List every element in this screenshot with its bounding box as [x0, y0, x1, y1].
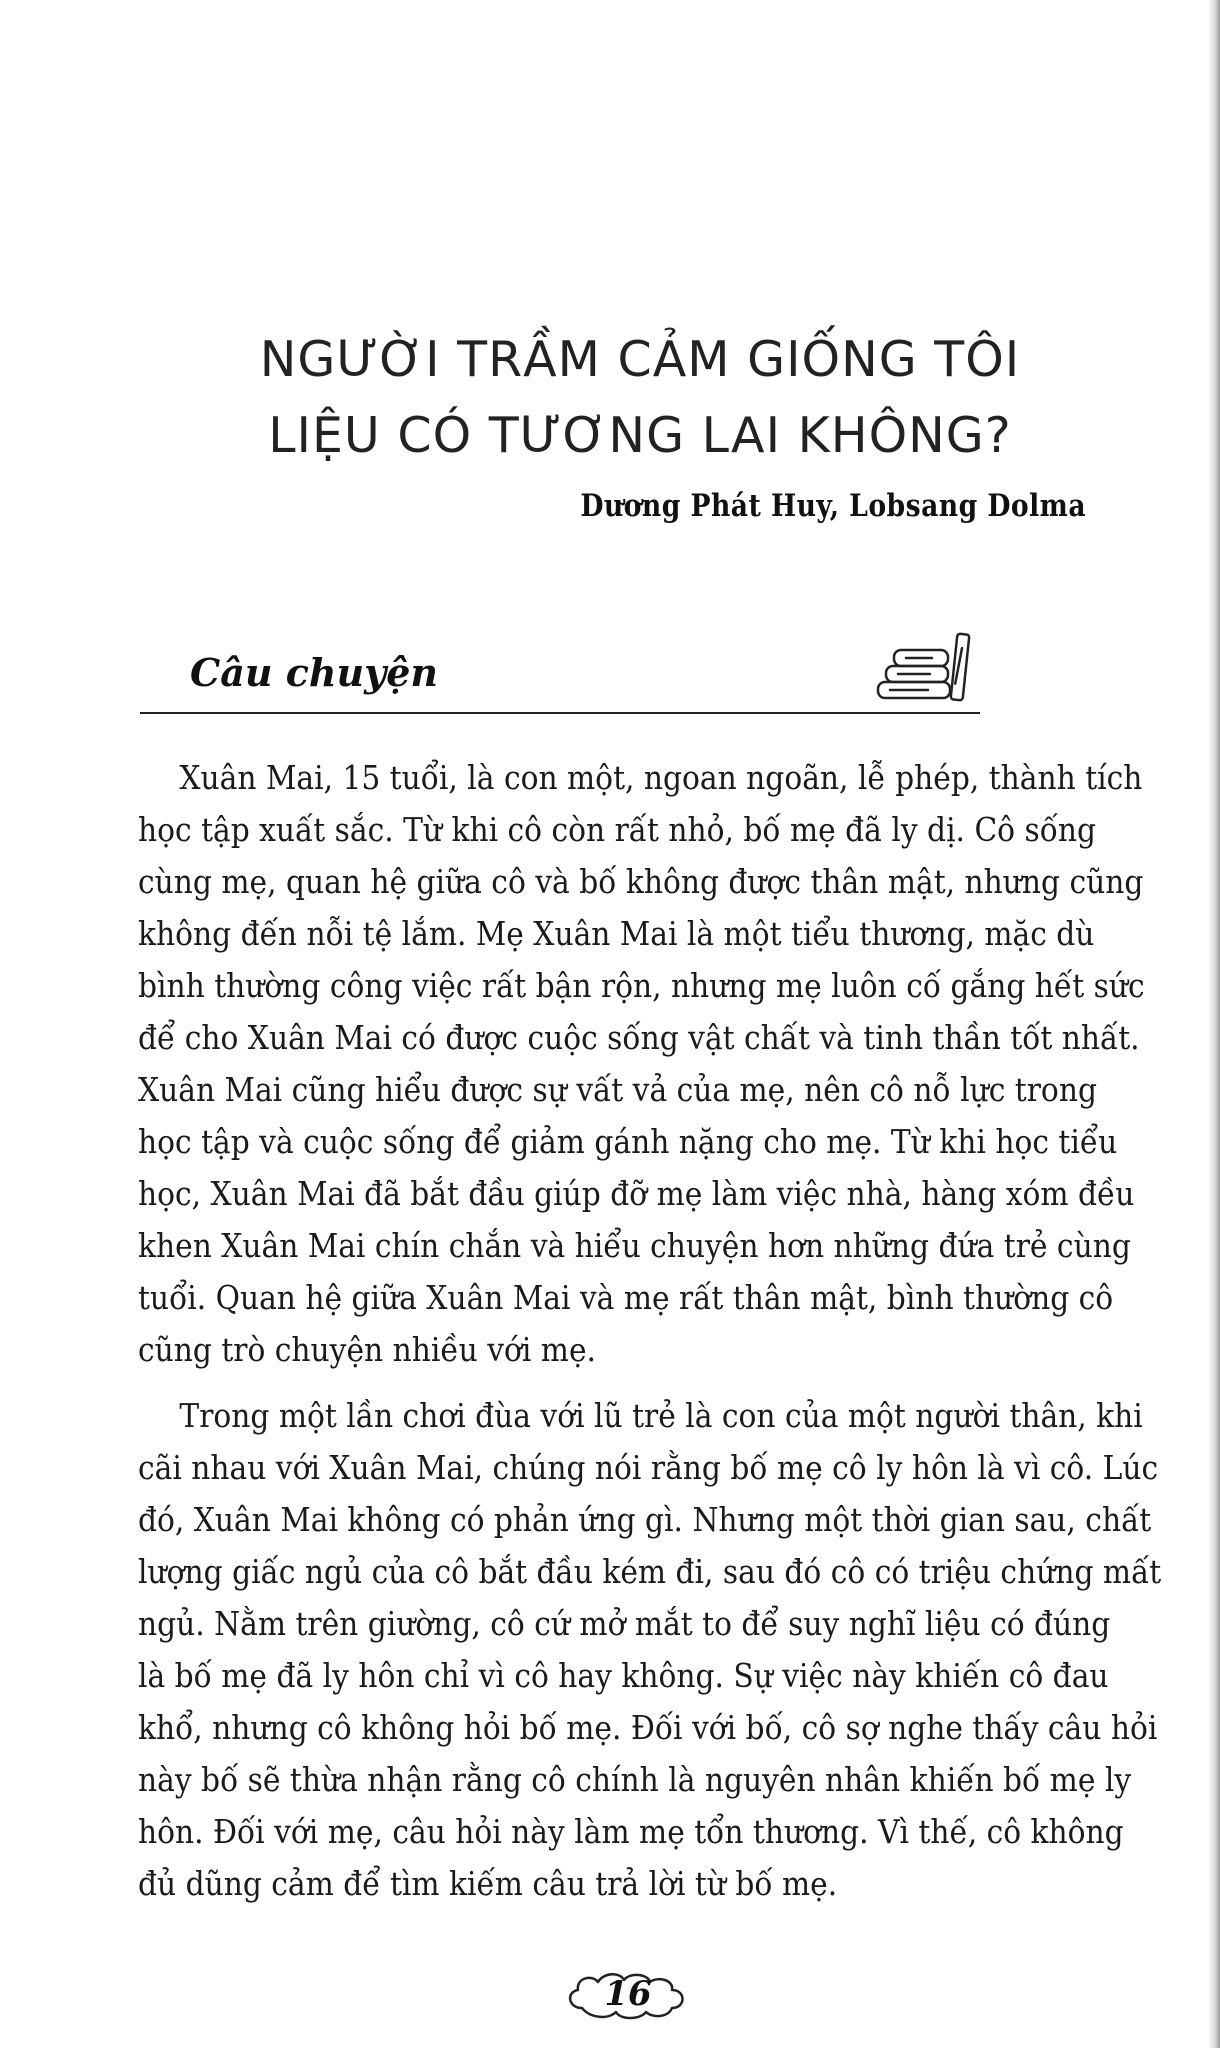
- chapter-title-line-2: LIỆU CÓ TƯƠNG LAI KHÔNG?: [268, 407, 1012, 464]
- text-line: là bố mẹ đã ly hôn chỉ vì cô hay không. Sự việc này khiến cô đau: [138, 1656, 1109, 1695]
- text-line: cãi nhau với Xuân Mai, chúng nói rằng bố mẹ cô ly hôn là vì cô. Lúc: [138, 1448, 1159, 1487]
- text-line: đó, Xuân Mai không có phản ứng gì. Nhưng một thời gian sau, chất: [138, 1500, 1152, 1539]
- text-line: ngủ. Nằm trên giường, cô cứ mở mắt to để suy nghĩ liệu có đúng: [138, 1604, 1111, 1643]
- chapter-title: [0, 322, 1220, 474]
- text-line: học, Xuân Mai đã bắt đầu giúp đỡ mẹ làm việc nhà, hàng xóm đều: [138, 1174, 1135, 1213]
- text-line: Xuân Mai cũng hiểu được sự vất vả của mẹ, nên cô nỗ lực trong: [138, 1070, 1097, 1109]
- text-line: học tập và cuộc sống để giảm gánh nặng cho mẹ. Từ khi học tiểu: [138, 1122, 1118, 1161]
- text-line: khổ, nhưng cô không hỏi bố mẹ. Đối với bố, cô sợ nghe thấy câu hỏi: [138, 1708, 1158, 1747]
- text-line: học tập xuất sắc. Từ khi cô còn rất nhỏ, bố mẹ đã ly dị. Cô sống: [138, 810, 1097, 849]
- paragraph-2: [138, 1390, 1162, 1910]
- text-line: đủ dũng cảm để tìm kiếm câu trả lời từ bố mẹ.: [138, 1864, 838, 1903]
- text-line: tuổi. Quan hệ giữa Xuân Mai và mẹ rất thân mật, bình thường cô: [138, 1278, 1114, 1317]
- books-icon: [870, 630, 980, 710]
- text-line: hôn. Đối với mẹ, câu hỏi này làm mẹ tổn thương. Vì thế, cô không: [138, 1812, 1124, 1851]
- text-line: Trong một lần chơi đùa với lũ trẻ là con của một người thân, khi: [179, 1396, 1143, 1435]
- page-number: [560, 1968, 696, 2022]
- section-header: [140, 630, 980, 714]
- text-line: để cho Xuân Mai có được cuộc sống vật chất và tinh thần tốt nhất.: [138, 1018, 1140, 1057]
- authors: Dương Phát Huy, Lobsang Dolma: [580, 488, 1086, 524]
- paragraph-1: [138, 752, 1145, 1376]
- text-line: cùng mẹ, quan hệ giữa cô và bố không được thân mật, nhưng cũng: [138, 862, 1144, 901]
- story-text: [138, 752, 1162, 1924]
- text-line: Xuân Mai, 15 tuổi, là con một, ngoan ngoãn, lễ phép, thành tích: [179, 758, 1143, 797]
- text-line: cũng trò chuyện nhiều với mẹ.: [138, 1330, 596, 1369]
- page-edge-shadow: [1208, 0, 1220, 2048]
- text-line: khen Xuân Mai chín chắn và hiểu chuyện hơn những đứa trẻ cùng: [138, 1226, 1131, 1265]
- text-line: không đến nỗi tệ lắm. Mẹ Xuân Mai là một tiểu thương, mặc dù: [138, 914, 1095, 953]
- page-number-text: 16: [604, 1974, 652, 2014]
- chapter-title-line-1: NGƯỜI TRẦM CẢM GIỐNG TÔI: [259, 331, 1021, 388]
- section-title: Câu chuyện: [190, 650, 439, 695]
- text-line: này bố sẽ thừa nhận rằng cô chính là nguyên nhân khiến bố mẹ ly: [138, 1760, 1132, 1799]
- text-line: bình thường công việc rất bận rộn, nhưng mẹ luôn cố gắng hết sức: [138, 966, 1145, 1005]
- text-line: lượng giấc ngủ của cô bắt đầu kém đi, sau đó cô có triệu chứng mất: [138, 1552, 1162, 1591]
